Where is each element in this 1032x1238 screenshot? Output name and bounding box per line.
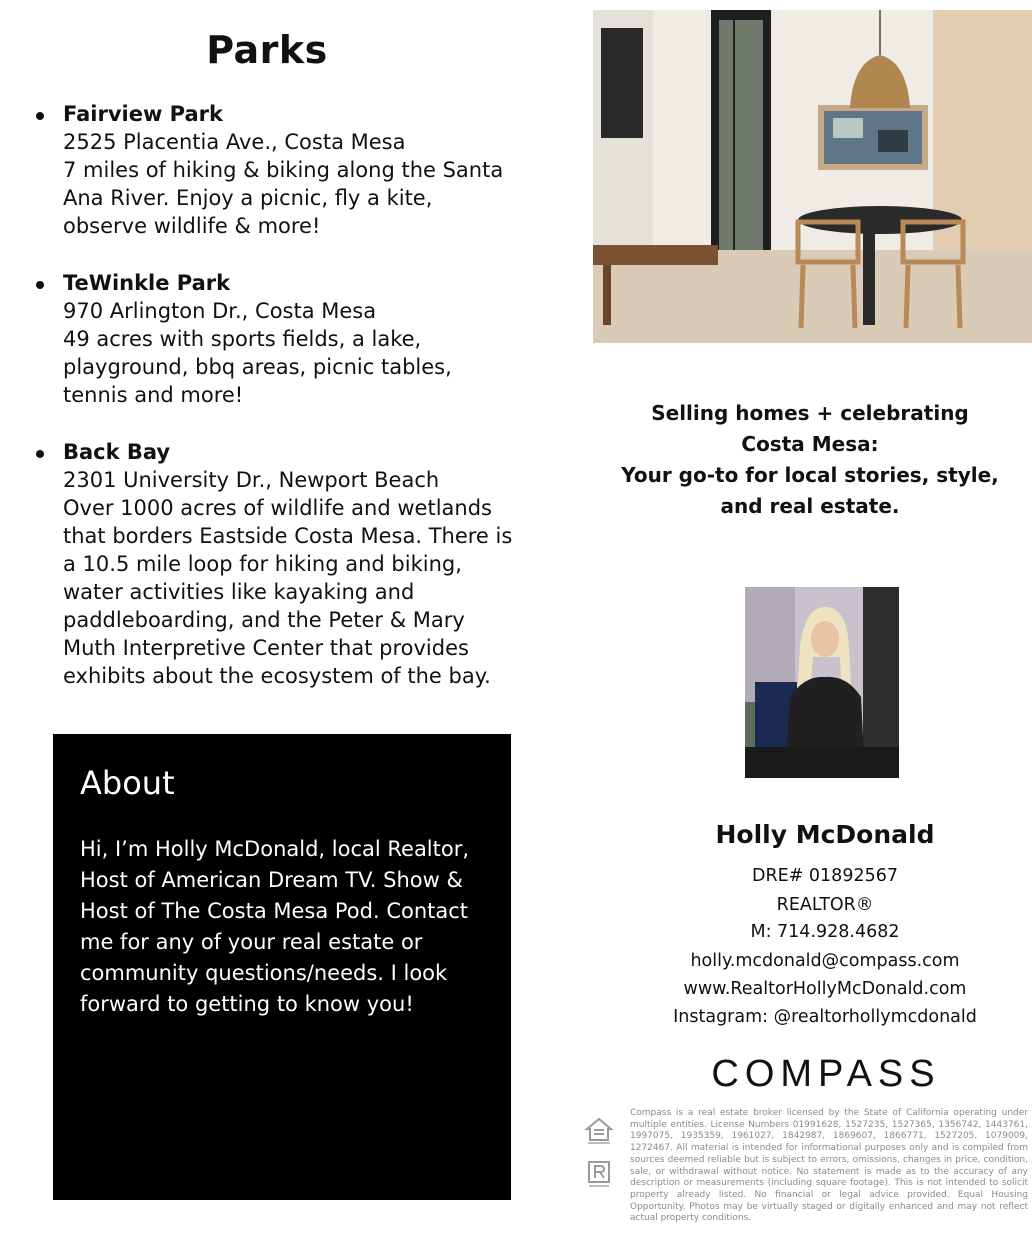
tagline-line: Selling homes + celebrating bbox=[651, 401, 969, 425]
park-item-tewinkle bbox=[36, 269, 516, 409]
agent-phone: M: 714.928.4682 bbox=[750, 922, 900, 942]
equal-housing-icon bbox=[584, 1116, 614, 1146]
agent-email[interactable]: holly.mcdonald@compass.com bbox=[690, 951, 960, 971]
agent-headshot bbox=[745, 587, 899, 778]
bullet-icon bbox=[36, 281, 44, 289]
agent-name: Holly McDonald bbox=[715, 820, 935, 849]
compass-logo bbox=[700, 1048, 952, 1096]
agent-title: REALTOR® bbox=[776, 895, 874, 915]
agent-website[interactable]: www.RealtorHollyMcDonald.com bbox=[683, 979, 967, 999]
about-text: Hi, I’m Holly McDonald, local Realtor, Host of American Dream TV. Show & Host of The Costa Mesa Pod. Contact me for any of your real estate or community questions/needs. I look forward to getting to know you! bbox=[80, 837, 470, 1016]
park-item-back-bay bbox=[36, 438, 516, 690]
tagline-line: Costa Mesa: bbox=[741, 432, 879, 456]
park-description: 49 acres with sports fields, a lake, playground, bbq areas, picnic tables, tennis and more! bbox=[63, 327, 452, 407]
park-name: Fairview Park bbox=[63, 102, 224, 126]
tagline-line: Your go-to for local stories, style, bbox=[621, 463, 999, 487]
park-description: Over 1000 acres of wildlife and wetlands that borders Eastside Costa Mesa. There is a 10.5 mile loop for hiking and biking, water activities like kayaking and paddleboarding, and the Peter & Mary Muth Interpretive Center that provides exhibits about the ecosystem of the bay. bbox=[63, 496, 513, 688]
tagline bbox=[600, 398, 1020, 522]
parks-title: Parks bbox=[206, 28, 328, 72]
realtor-icon bbox=[586, 1160, 612, 1190]
legal-disclaimer: Compass is a real estate broker licensed by the State of California operating under multiple entities. License Numbers 01991628, 1527235, 1527365, 1356742, 1443761, 1997075, 1935359, 1961027, 1842987, 1869607, 1866771, 1527205, 1079009, 1272467. All material is intended for informational purposes only and is compiled from sources deemed reliable but is subject to errors, omissions, changes in price, condition, sale, or withdrawal without notice. No statement is made as to the accuracy of any description or measurements (including square footage). This is not intended to solicit property already listed. No financial or legal advice provided. Equal Housing Opportunity. Photos may be virtually staged or digitally enhanced and may not reflect actual property conditions. bbox=[630, 1108, 1028, 1224]
agent-dre: DRE# 01892567 bbox=[752, 866, 898, 886]
park-name: TeWinkle Park bbox=[63, 271, 231, 295]
about-title: About bbox=[80, 764, 175, 802]
park-address: 2301 University Dr., Newport Beach bbox=[63, 468, 440, 492]
tagline-line: and real estate. bbox=[720, 494, 900, 518]
park-address: 970 Arlington Dr., Costa Mesa bbox=[63, 299, 377, 323]
park-address: 2525 Placentia Ave., Costa Mesa bbox=[63, 130, 406, 154]
park-item-fairview bbox=[36, 100, 516, 240]
about-box bbox=[53, 734, 511, 1200]
dining-room-photo bbox=[593, 10, 1032, 343]
park-name: Back Bay bbox=[63, 440, 171, 464]
park-description: 7 miles of hiking & biking along the Santa Ana River. Enjoy a picnic, fly a kite, observe wildlife & more! bbox=[63, 158, 504, 238]
logo-text: COMPASS bbox=[711, 1053, 941, 1095]
bullet-icon bbox=[36, 450, 44, 458]
agent-instagram[interactable]: Instagram: @realtorhollymcdonald bbox=[673, 1007, 977, 1027]
bullet-icon bbox=[36, 112, 44, 120]
